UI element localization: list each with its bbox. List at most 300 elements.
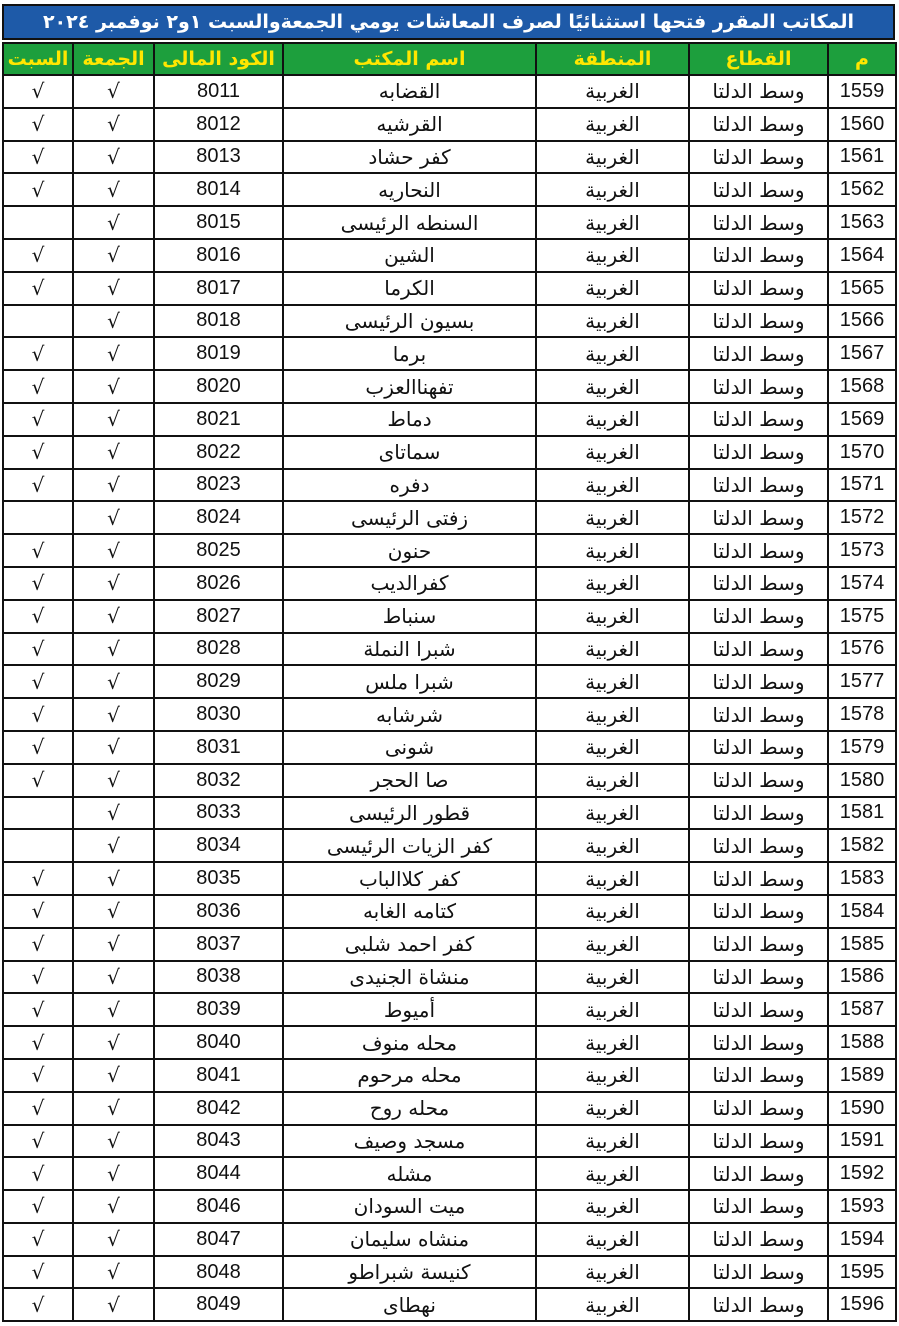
table-body [3, 75, 896, 1321]
table-row [3, 1157, 896, 1190]
table-row [3, 370, 896, 403]
row-region: الغربية [536, 501, 689, 534]
header-row [3, 43, 896, 75]
row-region: الغربية [536, 665, 689, 698]
table-row [3, 1092, 896, 1125]
row-office-name: كفر كلاالباب [283, 862, 536, 895]
row-region: الغربية [536, 206, 689, 239]
row-region: الغربية [536, 633, 689, 666]
row-region: الغربية [536, 1157, 689, 1190]
row-sector: وسط الدلتا [689, 961, 828, 994]
table-row [3, 1059, 896, 1092]
row-region: الغربية [536, 928, 689, 961]
row-saturday-check: √ [3, 862, 73, 895]
row-saturday-check [3, 829, 73, 862]
row-number: 1591 [828, 1125, 896, 1158]
row-friday-check: √ [73, 928, 154, 961]
row-number: 1590 [828, 1092, 896, 1125]
row-saturday-check: √ [3, 1223, 73, 1256]
row-number: 1569 [828, 403, 896, 436]
row-number: 1564 [828, 239, 896, 272]
row-region: الغربية [536, 895, 689, 928]
row-region: الغربية [536, 829, 689, 862]
row-friday-check: √ [73, 1157, 154, 1190]
row-friday-check: √ [73, 1092, 154, 1125]
table-row [3, 665, 896, 698]
row-region: الغربية [536, 1125, 689, 1158]
table-row [3, 862, 896, 895]
row-saturday-check: √ [3, 633, 73, 666]
row-sector: وسط الدلتا [689, 1026, 828, 1059]
row-office-name: أميوط [283, 993, 536, 1026]
row-financial-code: 8046 [154, 1190, 283, 1223]
row-number: 1567 [828, 337, 896, 370]
row-financial-code: 8039 [154, 993, 283, 1026]
row-number: 1566 [828, 305, 896, 338]
row-region: الغربية [536, 534, 689, 567]
row-sector: وسط الدلتا [689, 1157, 828, 1190]
row-number: 1561 [828, 141, 896, 174]
row-region: الغربية [536, 1059, 689, 1092]
row-sector: وسط الدلتا [689, 141, 828, 174]
row-office-name: محله روح [283, 1092, 536, 1125]
row-saturday-check: √ [3, 108, 73, 141]
row-office-name: القضابه [283, 75, 536, 108]
row-saturday-check [3, 797, 73, 830]
table-row [3, 469, 896, 502]
row-sector: وسط الدلتا [689, 239, 828, 272]
table-row [3, 239, 896, 272]
row-sector: وسط الدلتا [689, 337, 828, 370]
row-sector: وسط الدلتا [689, 305, 828, 338]
row-friday-check: √ [73, 141, 154, 174]
row-region: الغربية [536, 797, 689, 830]
row-number: 1573 [828, 534, 896, 567]
row-office-name: تفهناالعزب [283, 370, 536, 403]
row-financial-code: 8042 [154, 1092, 283, 1125]
row-friday-check: √ [73, 764, 154, 797]
row-office-name: زفتى الرئيسى [283, 501, 536, 534]
row-financial-code: 8014 [154, 173, 283, 206]
row-friday-check: √ [73, 1125, 154, 1158]
row-saturday-check: √ [3, 895, 73, 928]
row-number: 1577 [828, 665, 896, 698]
row-office-name: السنطه الرئيسى [283, 206, 536, 239]
header-saturday: السبت [3, 43, 73, 75]
row-office-name: منشاة الجنيدى [283, 961, 536, 994]
row-saturday-check: √ [3, 141, 73, 174]
row-number: 1575 [828, 600, 896, 633]
row-office-name: سماتاى [283, 436, 536, 469]
row-friday-check: √ [73, 108, 154, 141]
row-friday-check: √ [73, 272, 154, 305]
table-row [3, 1223, 896, 1256]
row-sector: وسط الدلتا [689, 895, 828, 928]
row-friday-check: √ [73, 698, 154, 731]
row-region: الغربية [536, 993, 689, 1026]
row-saturday-check: √ [3, 337, 73, 370]
row-saturday-check: √ [3, 1125, 73, 1158]
row-friday-check: √ [73, 829, 154, 862]
table-row [3, 961, 896, 994]
row-number: 1596 [828, 1288, 896, 1321]
row-region: الغربية [536, 567, 689, 600]
row-number: 1585 [828, 928, 896, 961]
row-office-name: ميت السودان [283, 1190, 536, 1223]
row-region: الغربية [536, 337, 689, 370]
row-region: الغربية [536, 731, 689, 764]
table-row [3, 895, 896, 928]
header-office-name: اسم المكتب [283, 43, 536, 75]
row-friday-check: √ [73, 206, 154, 239]
table-row [3, 403, 896, 436]
row-sector: وسط الدلتا [689, 829, 828, 862]
row-financial-code: 8017 [154, 272, 283, 305]
row-sector: وسط الدلتا [689, 75, 828, 108]
row-office-name: نهطاى [283, 1288, 536, 1321]
row-region: الغربية [536, 173, 689, 206]
row-office-name: كفر حشاد [283, 141, 536, 174]
row-saturday-check: √ [3, 1190, 73, 1223]
row-financial-code: 8022 [154, 436, 283, 469]
table-row [3, 534, 896, 567]
row-friday-check: √ [73, 895, 154, 928]
table-row [3, 436, 896, 469]
row-sector: وسط الدلتا [689, 1190, 828, 1223]
row-sector: وسط الدلتا [689, 501, 828, 534]
row-sector: وسط الدلتا [689, 1059, 828, 1092]
row-friday-check: √ [73, 600, 154, 633]
row-number: 1572 [828, 501, 896, 534]
row-office-name: القرشيه [283, 108, 536, 141]
row-region: الغربية [536, 108, 689, 141]
row-sector: وسط الدلتا [689, 206, 828, 239]
row-office-name: محله مرحوم [283, 1059, 536, 1092]
row-sector: وسط الدلتا [689, 731, 828, 764]
table-row [3, 1256, 896, 1289]
row-saturday-check: √ [3, 1256, 73, 1289]
row-number: 1559 [828, 75, 896, 108]
row-friday-check: √ [73, 1288, 154, 1321]
table-row [3, 698, 896, 731]
table-row [3, 764, 896, 797]
row-friday-check: √ [73, 501, 154, 534]
row-number: 1588 [828, 1026, 896, 1059]
row-financial-code: 8041 [154, 1059, 283, 1092]
row-office-name: شبرا النملة [283, 633, 536, 666]
row-saturday-check: √ [3, 764, 73, 797]
row-number: 1571 [828, 469, 896, 502]
row-financial-code: 8032 [154, 764, 283, 797]
table-row [3, 1190, 896, 1223]
row-sector: وسط الدلتا [689, 698, 828, 731]
row-saturday-check: √ [3, 698, 73, 731]
row-saturday-check: √ [3, 239, 73, 272]
table-row [3, 305, 896, 338]
row-financial-code: 8027 [154, 600, 283, 633]
row-saturday-check: √ [3, 436, 73, 469]
offices-table [2, 42, 897, 1322]
row-office-name: النحاريه [283, 173, 536, 206]
row-financial-code: 8016 [154, 239, 283, 272]
row-friday-check: √ [73, 305, 154, 338]
row-financial-code: 8019 [154, 337, 283, 370]
header-financial-code: الكود المالى [154, 43, 283, 75]
row-financial-code: 8023 [154, 469, 283, 502]
row-friday-check: √ [73, 961, 154, 994]
row-office-name: دماط [283, 403, 536, 436]
row-saturday-check: √ [3, 1092, 73, 1125]
row-number: 1586 [828, 961, 896, 994]
row-number: 1583 [828, 862, 896, 895]
row-number: 1595 [828, 1256, 896, 1289]
row-sector: وسط الدلتا [689, 797, 828, 830]
row-saturday-check: √ [3, 75, 73, 108]
row-sector: وسط الدلتا [689, 469, 828, 502]
row-number: 1570 [828, 436, 896, 469]
row-financial-code: 8031 [154, 731, 283, 764]
row-friday-check: √ [73, 370, 154, 403]
row-friday-check: √ [73, 731, 154, 764]
row-number: 1562 [828, 173, 896, 206]
table-row [3, 75, 896, 108]
row-financial-code: 8033 [154, 797, 283, 830]
row-office-name: الشين [283, 239, 536, 272]
row-friday-check: √ [73, 1059, 154, 1092]
row-friday-check: √ [73, 665, 154, 698]
row-financial-code: 8036 [154, 895, 283, 928]
row-office-name: شرشابه [283, 698, 536, 731]
row-friday-check: √ [73, 862, 154, 895]
table-row [3, 797, 896, 830]
row-saturday-check: √ [3, 665, 73, 698]
row-region: الغربية [536, 75, 689, 108]
table-row [3, 731, 896, 764]
row-friday-check: √ [73, 239, 154, 272]
row-financial-code: 8012 [154, 108, 283, 141]
row-number: 1584 [828, 895, 896, 928]
row-number: 1560 [828, 108, 896, 141]
row-saturday-check [3, 305, 73, 338]
row-financial-code: 8015 [154, 206, 283, 239]
row-office-name: قطور الرئيسى [283, 797, 536, 830]
table-row [3, 501, 896, 534]
row-financial-code: 8044 [154, 1157, 283, 1190]
sheet-title: المكاتب المقرر فتحها استثنائيًا لصرف المعاشات يومي الجمعةوالسبت ١و٢ نوفمبر ٢٠٢٤ [2, 4, 895, 40]
row-region: الغربية [536, 600, 689, 633]
row-number: 1592 [828, 1157, 896, 1190]
row-number: 1582 [828, 829, 896, 862]
row-region: الغربية [536, 272, 689, 305]
row-sector: وسط الدلتا [689, 1223, 828, 1256]
table-row [3, 567, 896, 600]
row-financial-code: 8047 [154, 1223, 283, 1256]
table-row [3, 141, 896, 174]
row-office-name: كفرالديب [283, 567, 536, 600]
row-sector: وسط الدلتا [689, 436, 828, 469]
row-saturday-check: √ [3, 961, 73, 994]
row-office-name: منشاه سليمان [283, 1223, 536, 1256]
row-number: 1589 [828, 1059, 896, 1092]
table-row [3, 1125, 896, 1158]
row-saturday-check: √ [3, 272, 73, 305]
row-sector: وسط الدلتا [689, 764, 828, 797]
row-financial-code: 8048 [154, 1256, 283, 1289]
row-office-name: مسجد وصيف [283, 1125, 536, 1158]
row-saturday-check: √ [3, 731, 73, 764]
row-region: الغربية [536, 862, 689, 895]
header-num: م [828, 43, 896, 75]
table-row [3, 600, 896, 633]
row-region: الغربية [536, 764, 689, 797]
table-row [3, 206, 896, 239]
row-number: 1576 [828, 633, 896, 666]
row-sector: وسط الدلتا [689, 1125, 828, 1158]
row-saturday-check: √ [3, 1059, 73, 1092]
row-friday-check: √ [73, 436, 154, 469]
row-office-name: الكرما [283, 272, 536, 305]
row-saturday-check: √ [3, 1026, 73, 1059]
row-financial-code: 8035 [154, 862, 283, 895]
row-office-name: كفر الزيات الرئيسى [283, 829, 536, 862]
row-financial-code: 8040 [154, 1026, 283, 1059]
row-friday-check: √ [73, 534, 154, 567]
row-office-name: حنون [283, 534, 536, 567]
row-sector: وسط الدلتا [689, 862, 828, 895]
row-office-name: كفر احمد شلبى [283, 928, 536, 961]
row-office-name: شبرا ملس [283, 665, 536, 698]
row-number: 1563 [828, 206, 896, 239]
row-number: 1580 [828, 764, 896, 797]
row-region: الغربية [536, 469, 689, 502]
row-number: 1568 [828, 370, 896, 403]
row-region: الغربية [536, 370, 689, 403]
table-row [3, 928, 896, 961]
row-region: الغربية [536, 1190, 689, 1223]
row-financial-code: 8011 [154, 75, 283, 108]
row-friday-check: √ [73, 337, 154, 370]
row-friday-check: √ [73, 1223, 154, 1256]
row-financial-code: 8021 [154, 403, 283, 436]
row-sector: وسط الدلتا [689, 403, 828, 436]
offices-sheet [2, 4, 895, 1322]
row-friday-check: √ [73, 403, 154, 436]
row-sector: وسط الدلتا [689, 1256, 828, 1289]
row-saturday-check: √ [3, 173, 73, 206]
row-financial-code: 8049 [154, 1288, 283, 1321]
row-sector: وسط الدلتا [689, 633, 828, 666]
row-number: 1578 [828, 698, 896, 731]
table-row [3, 173, 896, 206]
row-saturday-check: √ [3, 534, 73, 567]
row-sector: وسط الدلتا [689, 370, 828, 403]
row-number: 1579 [828, 731, 896, 764]
row-financial-code: 8034 [154, 829, 283, 862]
row-number: 1587 [828, 993, 896, 1026]
row-office-name: كنيسة شبراطو [283, 1256, 536, 1289]
row-sector: وسط الدلتا [689, 993, 828, 1026]
row-office-name: بسيون الرئيسى [283, 305, 536, 338]
row-financial-code: 8020 [154, 370, 283, 403]
row-region: الغربية [536, 1288, 689, 1321]
row-office-name: مشله [283, 1157, 536, 1190]
row-saturday-check: √ [3, 928, 73, 961]
row-financial-code: 8037 [154, 928, 283, 961]
row-sector: وسط الدلتا [689, 928, 828, 961]
row-financial-code: 8029 [154, 665, 283, 698]
row-financial-code: 8013 [154, 141, 283, 174]
row-sector: وسط الدلتا [689, 534, 828, 567]
row-number: 1593 [828, 1190, 896, 1223]
row-friday-check: √ [73, 1256, 154, 1289]
row-region: الغربية [536, 305, 689, 338]
row-friday-check: √ [73, 75, 154, 108]
row-region: الغربية [536, 1026, 689, 1059]
table-row [3, 1026, 896, 1059]
row-friday-check: √ [73, 567, 154, 600]
row-region: الغربية [536, 698, 689, 731]
row-sector: وسط الدلتا [689, 272, 828, 305]
row-region: الغربية [536, 141, 689, 174]
table-row [3, 337, 896, 370]
row-financial-code: 8038 [154, 961, 283, 994]
row-number: 1574 [828, 567, 896, 600]
row-number: 1581 [828, 797, 896, 830]
row-number: 1565 [828, 272, 896, 305]
table-row [3, 993, 896, 1026]
row-region: الغربية [536, 961, 689, 994]
row-sector: وسط الدلتا [689, 173, 828, 206]
row-saturday-check: √ [3, 370, 73, 403]
row-office-name: محله منوف [283, 1026, 536, 1059]
row-region: الغربية [536, 436, 689, 469]
row-saturday-check: √ [3, 1157, 73, 1190]
row-sector: وسط الدلتا [689, 567, 828, 600]
row-sector: وسط الدلتا [689, 1288, 828, 1321]
row-office-name: سنباط [283, 600, 536, 633]
row-financial-code: 8030 [154, 698, 283, 731]
row-friday-check: √ [73, 633, 154, 666]
row-region: الغربية [536, 1223, 689, 1256]
header-sector: القطاع [689, 43, 828, 75]
row-region: الغربية [536, 239, 689, 272]
table-row [3, 829, 896, 862]
row-region: الغربية [536, 403, 689, 436]
row-saturday-check: √ [3, 1288, 73, 1321]
row-saturday-check [3, 206, 73, 239]
row-financial-code: 8043 [154, 1125, 283, 1158]
row-financial-code: 8025 [154, 534, 283, 567]
row-office-name: دفره [283, 469, 536, 502]
row-friday-check: √ [73, 1026, 154, 1059]
header-region: المنطقة [536, 43, 689, 75]
row-financial-code: 8018 [154, 305, 283, 338]
row-friday-check: √ [73, 469, 154, 502]
row-office-name: برما [283, 337, 536, 370]
row-financial-code: 8024 [154, 501, 283, 534]
row-saturday-check [3, 501, 73, 534]
row-saturday-check: √ [3, 469, 73, 502]
row-sector: وسط الدلتا [689, 600, 828, 633]
table-row [3, 633, 896, 666]
row-saturday-check: √ [3, 993, 73, 1026]
row-friday-check: √ [73, 797, 154, 830]
row-saturday-check: √ [3, 600, 73, 633]
row-number: 1594 [828, 1223, 896, 1256]
row-financial-code: 8026 [154, 567, 283, 600]
row-sector: وسط الدلتا [689, 1092, 828, 1125]
row-region: الغربية [536, 1092, 689, 1125]
